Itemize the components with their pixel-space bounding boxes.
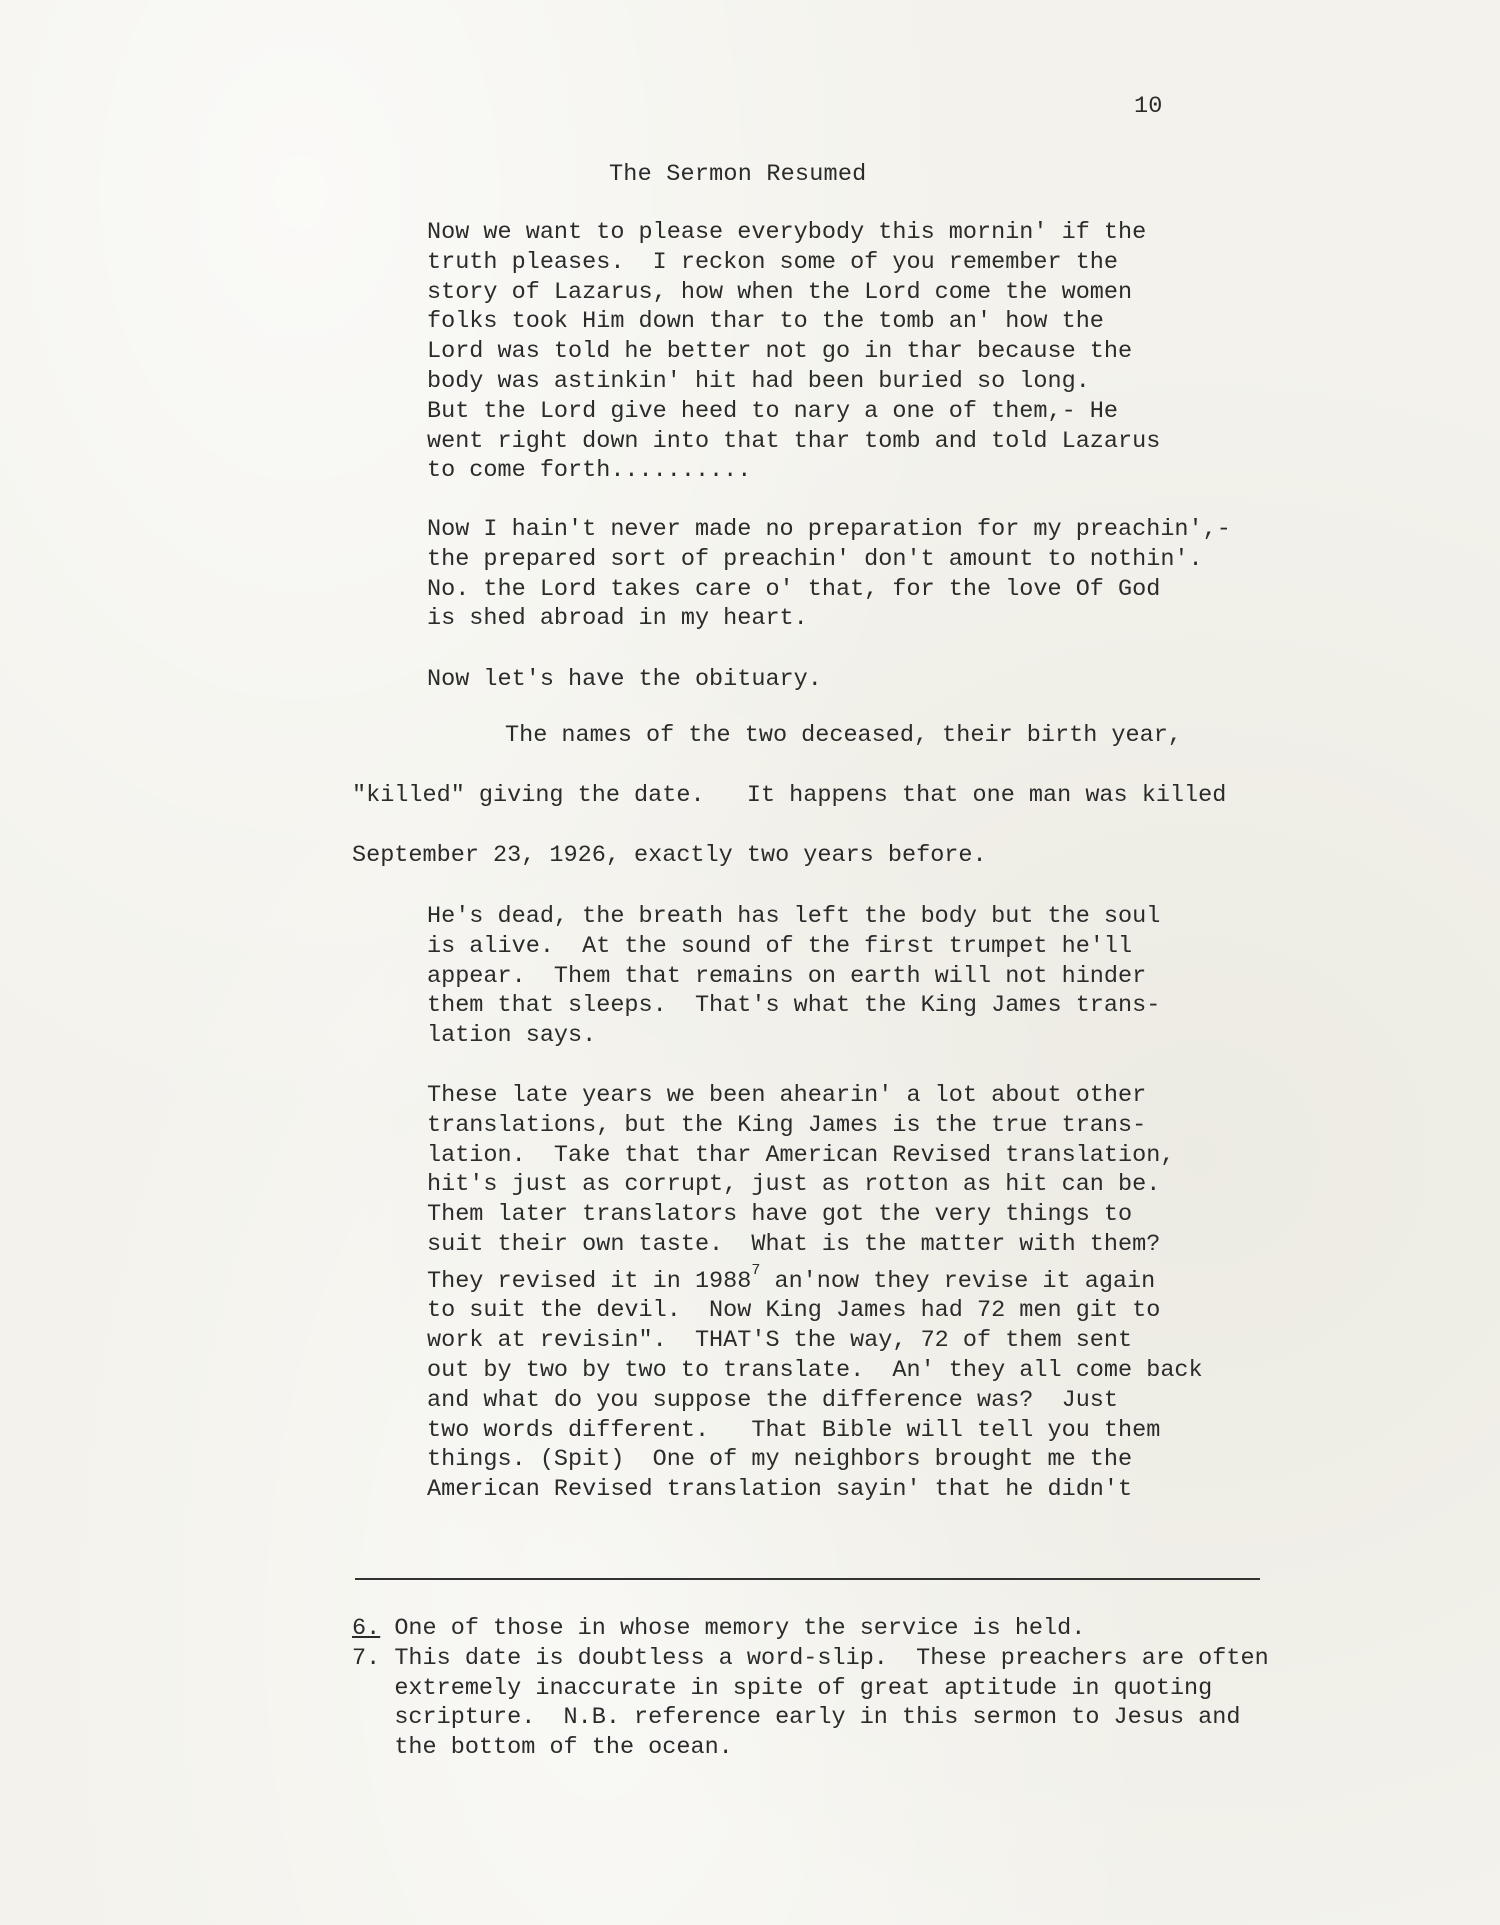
text-line: work at revisin". THAT'S the way, 72 of them sent bbox=[427, 1327, 1133, 1355]
text-line: folks took Him down thar to the tomb an' how the bbox=[427, 308, 1104, 336]
text-line: the prepared sort of preachin' don't amount to nothin'. bbox=[427, 545, 1203, 573]
text-line: appear. Them that remains on earth will not hinder bbox=[427, 962, 1147, 990]
footnote-ref-7: 7 bbox=[751, 1261, 761, 1279]
text-line: lation. Take that thar American Revised translation, bbox=[427, 1141, 1175, 1169]
footnote-7-cont bbox=[352, 1733, 1269, 1763]
text-line: No. the Lord takes care o' that, for the love Of God bbox=[427, 575, 1161, 603]
text-line: Them later translators have got the very things to bbox=[427, 1201, 1133, 1229]
text-line: is shed abroad in my heart. bbox=[427, 605, 808, 633]
text-line: out by two by two to translate. An' they all come back bbox=[427, 1357, 1203, 1384]
text-line: to suit the devil. Now King James had 72 men git to bbox=[427, 1297, 1161, 1325]
paragraph-lazarus bbox=[427, 218, 1160, 486]
text-line: them that sleeps. That's what the King James trans- bbox=[427, 992, 1161, 1020]
text-line: went right down into that thar tomb and told Lazarus bbox=[427, 427, 1161, 455]
text-line: translations, but the King James is the true trans- bbox=[427, 1111, 1147, 1139]
text-line: truth pleases. I reckon some of you remember the bbox=[427, 248, 1119, 276]
footnote-7-cont bbox=[352, 1703, 1269, 1733]
footnote-text: scripture. N.B. reference early in this sermon to Jesus and bbox=[394, 1704, 1241, 1732]
paragraph-obituary bbox=[427, 665, 822, 695]
paragraph-preparation bbox=[427, 515, 1231, 634]
narration-line: The names of the two deceased, their birth year, bbox=[505, 722, 1182, 749]
paragraph-dead bbox=[427, 902, 1160, 1051]
text-line: body was astinkin' hit had been buried so long. bbox=[427, 367, 1090, 395]
page-number: 10 bbox=[1134, 93, 1163, 120]
narration-line: "killed" giving the date. It happens that one man was killed bbox=[352, 782, 1227, 809]
text-line: story of Lazarus, how when the Lord come the women bbox=[427, 278, 1133, 306]
footnote-divider bbox=[355, 1578, 1260, 1580]
text-line: American Revised translation sayin' that he didn't bbox=[427, 1476, 1133, 1504]
text-line: These late years we been ahearin' a lot about other bbox=[427, 1082, 1147, 1109]
text-line: is alive. At the sound of the first trumpet he'll bbox=[427, 932, 1133, 960]
footnote-7-cont bbox=[352, 1674, 1269, 1704]
text-line: two words different. That Bible will tell you them bbox=[427, 1416, 1161, 1444]
text-line: lation says. bbox=[427, 1022, 597, 1050]
footnote-text: the bottom of the ocean. bbox=[394, 1734, 733, 1762]
footnote-text: This date is doubtless a word-slip. These preachers are often bbox=[394, 1644, 1269, 1672]
text-line: and what do you suppose the difference was? Just bbox=[427, 1386, 1119, 1414]
text-line: But the Lord give heed to nary a one of them,- He bbox=[427, 397, 1119, 425]
text-line: He's dead, the breath has left the body but the soul bbox=[427, 903, 1161, 930]
section-title: The Sermon Resumed bbox=[609, 161, 867, 188]
footnotes bbox=[352, 1614, 1269, 1763]
text-line: Now we want to please everybody this mornin' if the bbox=[427, 219, 1147, 246]
text-line: things. (Spit) One of my neighbors brought me the bbox=[427, 1446, 1133, 1474]
text-segment: an'now they revise it again bbox=[760, 1267, 1156, 1295]
paragraph-translations bbox=[427, 1081, 1203, 1505]
footnote-6 bbox=[352, 1614, 1269, 1644]
footnote-number: 7. bbox=[352, 1644, 381, 1672]
text-line-with-footnote bbox=[427, 1260, 1203, 1297]
text-line: suit their own taste. What is the matter with them? bbox=[427, 1230, 1161, 1258]
footnote-number: 6. bbox=[352, 1615, 381, 1642]
footnote-7 bbox=[352, 1644, 1269, 1674]
footnote-text: extremely inaccurate in spite of great aptitude in quoting bbox=[394, 1674, 1213, 1702]
text-line: Now I hain't never made no preparation for my preachin',- bbox=[427, 516, 1231, 543]
text-line: hit's just as corrupt, just as rotton as hit can be. bbox=[427, 1171, 1161, 1199]
text-segment: They revised it in 1988 bbox=[427, 1267, 752, 1295]
text-line: Now let's have the obituary. bbox=[427, 666, 822, 693]
text-line: Lord was told he better not go in thar because the bbox=[427, 338, 1133, 366]
narration-line: September 23, 1926, exactly two years before. bbox=[352, 842, 987, 869]
footnote-text: One of those in whose memory the service is held. bbox=[394, 1615, 1086, 1642]
text-line: to come forth.......... bbox=[427, 457, 752, 485]
